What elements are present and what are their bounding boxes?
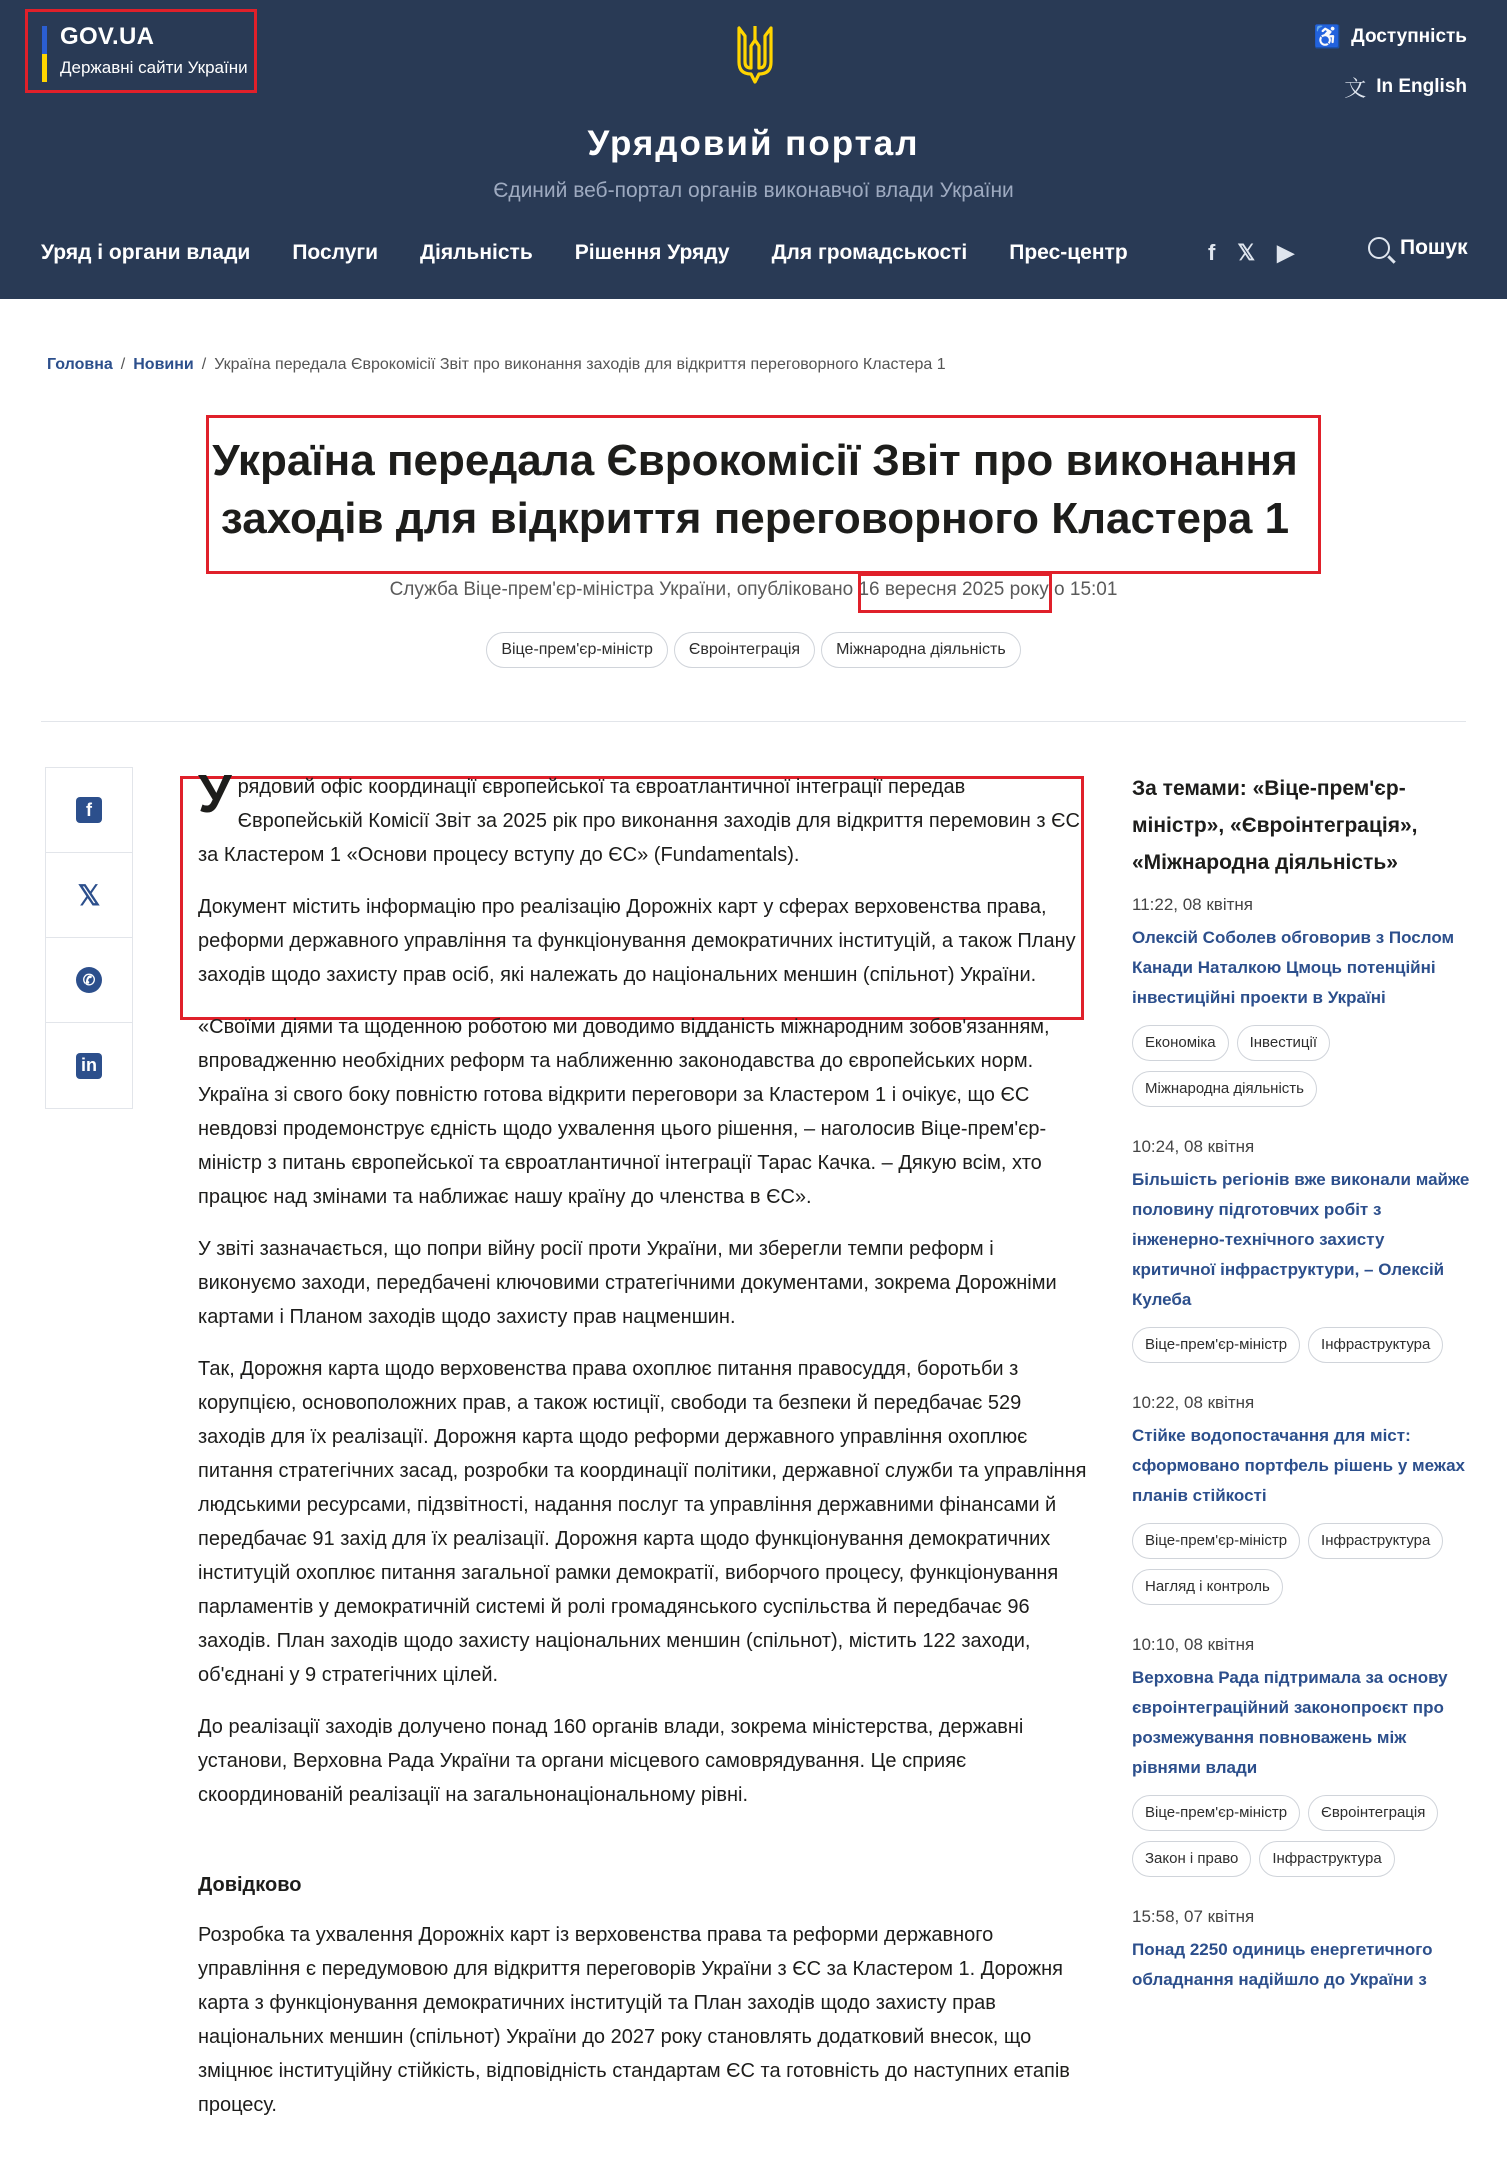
news-time: 10:24, 08 квітня xyxy=(1132,1137,1255,1156)
share-facebook-button[interactable] xyxy=(46,768,132,853)
tag-international[interactable]: Міжнародна діяльність xyxy=(821,632,1021,668)
search-icon xyxy=(1368,237,1390,259)
article-paragraph: «Своїми діями та щоденною роботою ми доводимо відданість міжнародним зобов'язанням, впровадженню необхідних реформ та наближенню законодавства до європейських норм. Україна зі свого боку повністю готова відкрити переговори за Кластером 1 і очікує, що ЄС невдовзі продемонструє єдність щодо ухвалення цього рішення, – наголосив Віце-прем'єр-міністр з питань європейської та євроатлантичної інтеграції Тарас Качка. – Дякую всім, хто працює над змінами та наближає нашу країну до членства в ЄС». xyxy=(198,1016,1050,1208)
language-switch[interactable] xyxy=(1314,70,1467,104)
page-title: Україна передала Єврокомісії Звіт про виконання заходів для відкриття переговорного Кластера 1 xyxy=(212,436,1298,543)
article-body xyxy=(198,764,1094,2140)
divider xyxy=(41,721,1466,722)
breadcrumb-separator: / xyxy=(201,356,207,373)
facebook-icon: f xyxy=(76,797,102,823)
news-tag[interactable]: Інфраструктура xyxy=(1308,1327,1443,1363)
news-tag[interactable]: Віце-прем'єр-міністр xyxy=(1132,1795,1300,1831)
news-item xyxy=(1132,1137,1472,1363)
share-whatsapp-button[interactable] xyxy=(46,938,132,1023)
news-title-link[interactable]: Верховна Рада підтримала за основу євроінтеграційний законопроєкт про розмежування повноважень між рівнями влади xyxy=(1132,1668,1448,1777)
news-time: 11:22, 08 квітня xyxy=(1132,895,1253,914)
news-title-link[interactable]: Більшість регіонів вже виконали майже половину підготовчих робіт з інженерно-технічного захисту критичної інфраструктури, – Олексій Кулеба xyxy=(1132,1170,1470,1309)
breadcrumb-current: Україна передала Єврокомісії Звіт про виконання заходів для відкриття переговорного Кластера 1 xyxy=(214,356,946,373)
article-paragraph: У звіті зазначається, що попри війну росії проти України, ми зберегли темпи реформ і виконуємо заходи, передбачені ключовими стратегічними документами, зокрема Дорожніми картами і Планом заходів щодо захисту прав нацменшин. xyxy=(198,1238,1057,1328)
govua-logo-link[interactable] xyxy=(25,9,257,93)
news-title-link[interactable]: Олексій Соболев обговорив з Послом Канади Наталкою Цмоць потенційні інвестиційні проекти в Україні xyxy=(1132,928,1455,1007)
portal-title: Урядовий портал xyxy=(587,124,920,163)
news-tag[interactable]: Нагляд і контроль xyxy=(1132,1569,1283,1605)
news-tag[interactable]: Міжнародна діяльність xyxy=(1132,1071,1317,1107)
news-time: 10:10, 08 квітня xyxy=(1132,1635,1255,1654)
site-header xyxy=(0,0,1507,299)
article-meta xyxy=(0,579,1507,601)
news-tag[interactable]: Інвестиції xyxy=(1237,1025,1330,1061)
share-panel xyxy=(45,767,133,1109)
whatsapp-icon: ✆ xyxy=(76,967,102,993)
news-title-link[interactable]: Стійке водопостачання для міст: сформовано портфель рішень у межах планів стійкості xyxy=(1132,1426,1465,1505)
breadcrumb-separator: / xyxy=(120,356,126,373)
nav-item-services[interactable]: Послуги xyxy=(292,241,379,264)
x-icon: 𝕏 xyxy=(77,879,101,911)
nav-item-decisions[interactable]: Рішення Уряду xyxy=(574,241,730,264)
meta-source: Служба Віце-прем'єр-міністра України, опубліковано xyxy=(389,579,859,600)
share-x-button[interactable] xyxy=(46,853,132,938)
facebook-icon[interactable]: f xyxy=(1208,240,1216,265)
news-tag[interactable]: Віце-прем'єр-міністр xyxy=(1132,1327,1300,1363)
tag-eurointegration[interactable]: Євроінтеграція xyxy=(674,632,815,668)
trident-icon xyxy=(735,22,775,86)
breadcrumb-news[interactable]: Новини xyxy=(133,356,194,373)
search-button[interactable] xyxy=(1368,236,1468,260)
accessibility-label: Доступність xyxy=(1351,26,1467,47)
social-links xyxy=(1208,240,1294,266)
translate-icon: 文 xyxy=(1344,75,1367,101)
govua-subtitle: Державні сайти України xyxy=(60,58,248,77)
article-paragraph xyxy=(198,764,1094,872)
x-icon[interactable]: 𝕏 xyxy=(1237,240,1256,265)
news-tag[interactable]: Євроінтеграція xyxy=(1308,1795,1438,1831)
article-paragraph: Так, Дорожня карта щодо верховенства права охоплює питання правосуддя, боротьби з корупцією, основоположних прав, а також юстиції, свободи та безпеки й передбачає 529 заходів для їх реалізації. Дорожня карта щодо реформи державного управління охоплює питання стратегічних засад, розробки та координації політики, державної служби та управління людськими ресурсами, підзвітності, надання послуг та управління державними фінансами й передбачає 91 захід для їх реалізації. Дорожня карта щодо функціонування демократичних інституцій охоплює питання загальної рамки демократії, виборчого процесу, функціонування парламентів у демократичній системі й ролі громадянського суспільства й передбачає 96 заходів. План заходів щодо захисту національних меншин (спільнот), містить 122 заходи, об'єднані у 9 стратегічних цілей. xyxy=(198,1358,1087,1686)
youtube-icon[interactable]: ▶ xyxy=(1277,240,1294,265)
news-tag[interactable]: Віце-прем'єр-міністр xyxy=(1132,1523,1300,1559)
dropcap: У xyxy=(198,764,232,824)
sidebar-heading: За темами: «Віце-прем'єр-міністр», «Євроінтеграція», «Міжнародна діяльність» xyxy=(1132,777,1418,874)
news-item xyxy=(1132,1907,1472,1995)
news-item xyxy=(1132,1393,1472,1605)
news-item xyxy=(1132,895,1472,1107)
breadcrumb-home[interactable]: Головна xyxy=(47,356,113,373)
news-time: 10:22, 08 квітня xyxy=(1132,1393,1255,1412)
ukraine-flag-icon xyxy=(42,26,47,82)
language-label: In English xyxy=(1376,76,1467,97)
nav-item-public[interactable]: Для громадськості xyxy=(771,241,968,264)
news-title-link[interactable]: Понад 2250 одиниць енергетичного обладнання надійшло до України з xyxy=(1132,1940,1433,1989)
reference-heading: Довідково xyxy=(198,1874,302,1896)
meta-time: о 15:01 xyxy=(1048,579,1118,600)
tag-vice-pm[interactable]: Віце-прем'єр-міністр xyxy=(486,632,668,668)
govua-title: GOV.UA xyxy=(60,23,155,50)
news-tag[interactable]: Інфраструктура xyxy=(1259,1841,1394,1877)
article-paragraph: Розробка та ухвалення Дорожніх карт із верховенства права та реформи державного управління є передумовою для відкриття переговорів України з ЄС за Кластером 1. Дорожня карта з функціонування демократичних інституцій та План заходів щодо захисту прав національних меншин (спільнот) України до 2027 року становлять додатковий внесок, що зміцнює інституційну стійкість, відповідність стандартам ЄС та готовність до наступних етапів процесу. xyxy=(198,1924,1070,2116)
news-time: 15:58, 07 квітня xyxy=(1132,1907,1255,1926)
news-item xyxy=(1132,1635,1472,1877)
article-tags xyxy=(0,632,1507,668)
breadcrumb xyxy=(47,356,946,374)
accessibility-icon: ♿ xyxy=(1313,24,1342,49)
article-text: рядовий офіс координації європейської та євроатлантичної інтеграції передав Європейській Комісії Звіт за 2025 рік про виконання заходів для відкриття перемовин з ЄС за Кластером 1 «Основи процесу вступу до ЄС» (Fundamentals). xyxy=(198,776,1080,866)
news-tag[interactable]: Економіка xyxy=(1132,1025,1229,1061)
article-paragraph: Документ містить інформацію про реалізацію Дорожніх карт у сферах верховенства права, реформи державного управління та функціонування демократичних інституцій, а також Плану заходів щодо захисту прав осіб, які належать до національних меншин (спільнот) України. xyxy=(198,896,1076,986)
nav-item-press[interactable]: Прес-центр xyxy=(1009,241,1128,264)
share-linkedin-button[interactable] xyxy=(46,1023,132,1108)
date-highlight-box xyxy=(858,573,1052,613)
portal-subtitle: Єдиний веб-портал органів виконавчої влади України xyxy=(493,179,1014,202)
search-label: Пошук xyxy=(1400,236,1468,259)
main-nav xyxy=(41,241,1128,265)
nav-item-activity[interactable]: Діяльність xyxy=(420,241,533,264)
article-paragraph: До реалізації заходів долучено понад 160 органів влади, зокрема міністерства, державні установи, Верховна Рада України та органи місцевого самоврядування. Це сприяє скоординованій реалізації на загальнонаціональному рівні. xyxy=(198,1716,1024,1806)
linkedin-icon: in xyxy=(76,1053,102,1079)
news-tag[interactable]: Закон і право xyxy=(1132,1841,1251,1877)
accessibility-button[interactable] xyxy=(1314,20,1467,54)
nav-item-government[interactable]: Уряд і органи влади xyxy=(41,241,251,264)
meta-date: 16 вересня 2025 року xyxy=(858,579,1049,600)
news-tag[interactable]: Інфраструктура xyxy=(1308,1523,1443,1559)
related-news-sidebar xyxy=(1132,770,1472,2025)
